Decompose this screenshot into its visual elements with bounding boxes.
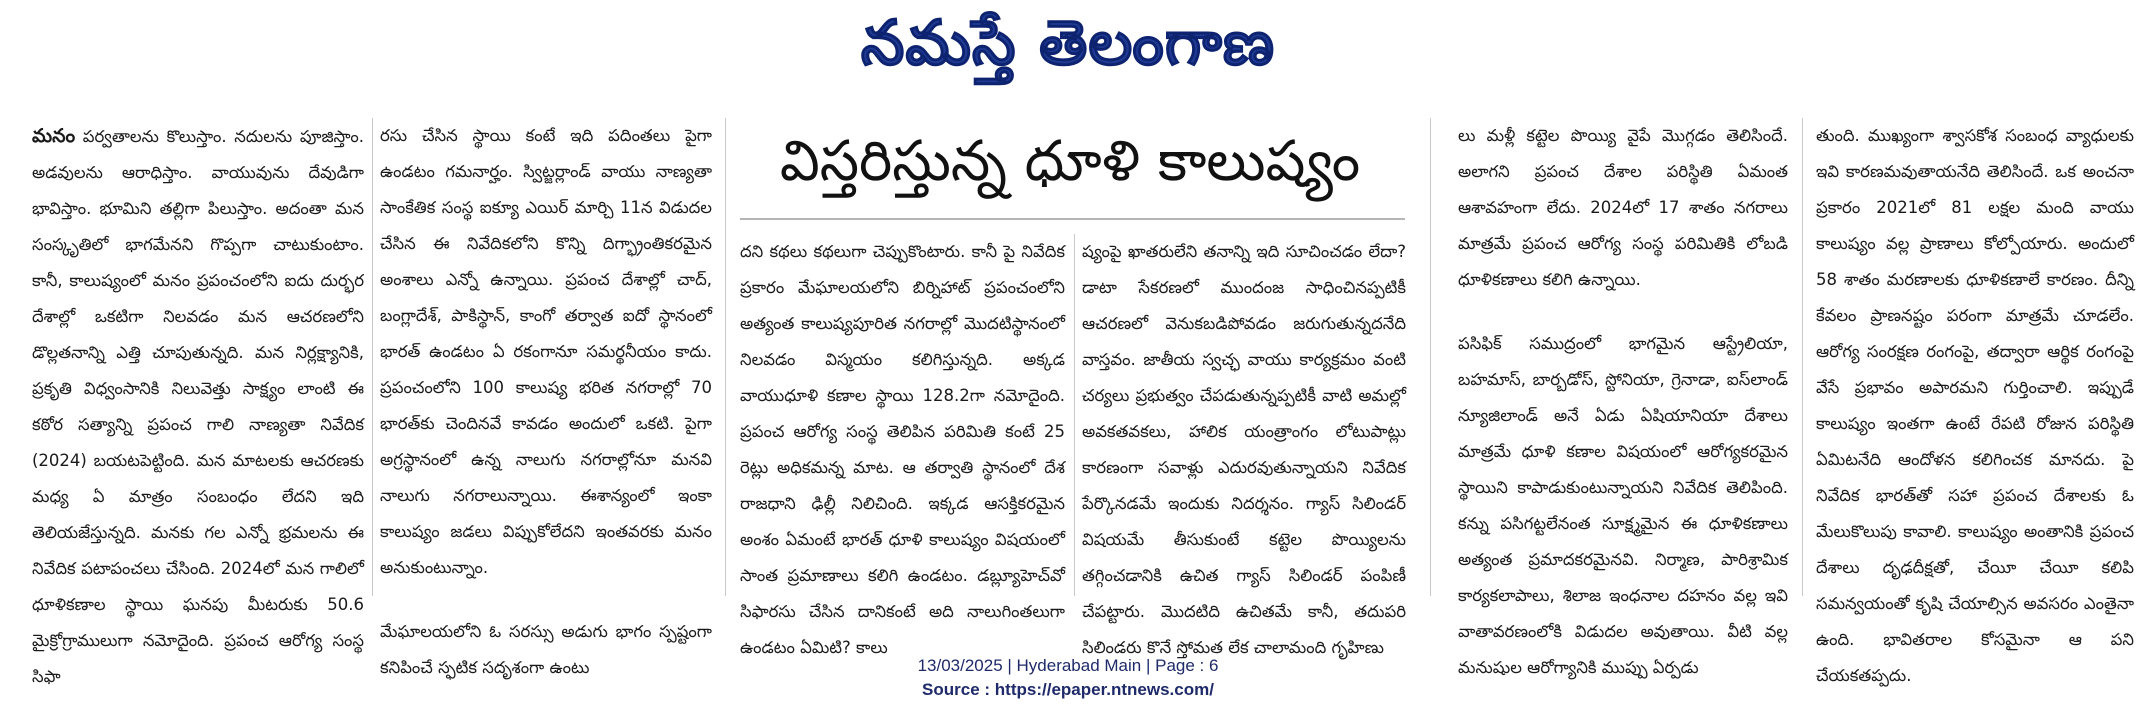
newspaper-logo: నమస్తే తెలంగాణ	[860, 6, 1276, 79]
column-2-paragraph-2: మేఘాలయలోని ఓ సరస్సు అడుగు భాగం స్పష్టంగా కనిపించే స్ఫటిక సదృశంగా ఉంటు	[380, 622, 712, 677]
column-divider	[1074, 234, 1075, 596]
article-column-4	[1082, 234, 1406, 657]
article-column-5	[1458, 118, 1788, 677]
column-5-paragraph-2: పసిఫిక్ సముద్రంలో భాగమైన ఆస్ట్రేలియా, బహమాస్, బార్బడోస్, స్టోనియా, గ్రెనాడా, ఐస్‌లాండ్ న్యూజిలాండ్ అనే ఏడు ఏషియానియా దేశాలు మాత్రమే ధూళి కణాల విషయంలో ఆరోగ్యకరమైన స్థాయిని కాపాడుకుంటున్నాయని నివేదిక తెలిపింది. కన్ను పసిగట్టలేనంత సూక్ష్మమైన ఈ ధూళికణాలు అత్యంత ప్రమాదకరమైనవి. నిర్మాణ, పారిశ్రామిక కార్యకలాపాలు, శిలాజ ఇంధనాల దహనం వల్ల ఇవి వాతావరణంలోకి విడుదల అవుతాయి. వీటి వల్ల మనుషుల ఆరోగ్యానికి ముప్పు ఏర్పడు	[1458, 334, 1788, 677]
column-3-text: దని కథలు కథలుగా చెప్పుకొంటారు. కానీ పై నివేదిక ప్రకారం మేఘాలయలోని బిర్నిహాట్ ప్రపంచంలోని అత్యంత కాలుష్యపూరిత నగరాల్లో మొదటిస్థానంలో నిలవడం విస్మయం కలిగిస్తున్నది. అక్కడ వాయుధూళి కణాల స్థాయి 128.2గా నమోదైంది. ప్రపంచ ఆరోగ్య సంస్థ తెలిపిన పరిమితి కంటే 25 రెట్లు అధికమన్న మాట. ఆ తర్వాతి స్థానంలో దేశ రాజధాని ఢిల్లీ నిలిచింది. ఇక్కడ ఆసక్తికరమైన అంశం ఏమంటే భారత్ ధూళి కాలుష్యం విషయంలో సాంత ప్రమాణాలు కలిగి ఉండటం. డబ్ల్యూహెచ్‌వో సిఫారసు చేసిన దానికంటే అది నాలుగింతలుగా ఉండటం ఏమిటి? కాలు	[740, 242, 1065, 657]
lead-word: మనం	[32, 125, 76, 147]
article-column-3	[740, 234, 1065, 657]
article-column-2	[380, 118, 712, 677]
article-paragraph	[32, 118, 364, 695]
article-column-1	[32, 118, 364, 686]
column-6-text: తుంది. ముఖ్యంగా శ్వాసకోశ సంబంధ వ్యాధులకు ఇవి కారణమవుతాయనేది తెలిసిందే. ఒక అంచనా ప్రకారం 2021లో 81 లక్షల మంది వాయు కాలుష్యం వల్ల ప్రాణాలు కోల్పోయారు. అందులో 58 శాతం మరణాలకు ధూళికణాలే కారణం. దీన్ని కేవలం ప్రాణనష్టం పరంగా మాత్రమే చూడలేం. ఆరోగ్య సంరక్షణ రంగంపై, తద్వారా ఆర్థిక రంగంపై వేసే ప్రభావం అపారమని గుర్తించాలి. ఇప్పుడే కాలుష్యం ఇంతగా ఉంటే రేపటి రోజున పరిస్థితి ఏమిటనేది ఆందోళన కలిగించక మానదు. పై నివేదిక భారత్‌తో సహా ప్రపంచ దేశాలకు ఓ మేలుకొలుపు కావాలి. కాలుష్యం అంతానికి ప్రపంచ దేశాలు దృఢదీక్షతో, చేయీ చేయీ కలిపి సమన్వయంతో కృషి చేయాల్సిన అవసరం ఎంతైనా ఉంది. భావితరాల కోసమైనా ఆ పని చేయకతప్పదు.	[1816, 126, 2134, 685]
article-column-6	[1816, 118, 2134, 685]
column-1-text: పర్వతాలను కొలుస్తాం. నదులను పూజిస్తాం. అడవులను ఆరాధిస్తాం. వాయువును దేవుడిగా భావిస్తాం. భూమిని తల్లిగా పిలుస్తాం. అదంతా మన సంస్కృతిలో భాగమేనని గొప్పగా చాటుకుంటాం. కానీ, కాలుష్యంలో మనం ప్రపంచంలోని ఐదు దుర్భర దేశాల్లో ఒకటిగా నిలవడం మన ఆచరణలోని డొల్లతనాన్ని ఎత్తి చూపుతున్నది. మన నిర్లక్ష్యానికి, ప్రకృతి విధ్వంసానికి నిలువెత్తు సాక్ష్యం లాంటి ఈ కఠోర సత్యాన్ని ప్రపంచ గాలి నాణ్యతా నివేదిక (2024) బయటపెట్టింది. మన మాటలకు ఆచరణకు మధ్య ఏ మాత్రం సంబంధం లేదని ఇది తెలియజేస్తున్నది. మనకు గల ఎన్నో భ్రమలను ఈ నివేదిక పటాపంచలు చేసింది. 2024లో మన గాలిలో ధూళికణాల స్థాయి ఘనపు మీటరుకు 50.6 మైక్రోగ్రాములుగా నమోదైంది. ప్రపంచ ఆరోగ్య సంస్థ సిఫా	[32, 127, 364, 686]
headline-underline	[740, 218, 1405, 220]
column-divider	[1802, 118, 1803, 596]
source-link[interactable]: Source : https://epaper.ntnews.com/	[922, 680, 1214, 699]
masthead	[0, 0, 2136, 100]
column-divider	[1430, 118, 1431, 596]
column-4-text: ష్యంపై ఖాతరులేని తనాన్ని ఇది సూచించడం లేదా? డాటా సేకరణలో ముందంజ సాధించినప్పటికీ ఆచరణలో వెనుకబడిపోవడం జరుగుతున్నదనేది వాస్తవం. జాతీయ స్వచ్ఛ వాయు కార్యక్రమం వంటి చర్యలు ప్రభుత్వం చేపడుతున్నప్పటికీ వాటి అమల్లో అవకతవకలు, హాలిక యంత్రాంగం లోటుపాట్లు కారణంగా సవాళ్లు ఎదురవుతున్నాయని నివేదిక పేర్కొనడమే ఇందుకు నిదర్శనం. గ్యాస్ సిలిండర్ విషయమే తీసుకుంటే కట్టెల పొయ్యిలను తగ్గించడానికి ఉచిత గ్యాస్ సిలిండర్ పంపిణీ చేపట్టారు. మొదటిది ఉచితమే కానీ, తదుపరి సిలిండరు కొనే స్తోమత లేక చాలామంది గృహిణు	[1082, 242, 1406, 657]
column-5-paragraph-1: లు మళ్లీ కట్టెల పొయ్యి వైపే మొగ్గడం తెలిసిందే. అలాగని ప్రపంచ దేశాల పరిస్థితి ఏమంత ఆశావహంగా లేదు. 2024లో 17 శాతం నగరాలు మాత్రమే ప్రపంచ ఆరోగ్య సంస్థ పరిమితికి లోబడి ధూళికణాలు కలిగి ఉన్నాయి.	[1458, 126, 1788, 289]
column-2-paragraph-1: రసు చేసిన స్థాయి కంటే ఇది పదింతలు పైగా ఉండటం గమనార్హం. స్విట్జర్లాండ్ వాయు నాణ్యతా సాంకేతిక సంస్థ ఐక్యూ ఎయిర్ మార్చి 11న విడుదల చేసిన ఈ నివేదికలోని కొన్ని దిగ్భ్రాంతికరమైన అంశాలు ఎన్నో ఉన్నాయి. ప్రపంచ దేశాల్లో చాద్, బంగ్లాదేశ్, పాకిస్థాన్, కాంగో తర్వాత ఐదో స్థానంలో భారత్ ఉండటం ఏ రకంగానూ సమర్థనీయం కాదు. ప్రపంచంలోని 100 కాలుష్య భరిత నగరాల్లో 70 భారత్‌కు చెందినవే కావడం అందులో ఒకటి. పైగా అగ్రస్థానంలో ఉన్న నాలుగు నగరాల్లోనూ మనవి నాలుగు నగరాలున్నాయి. ఈశాన్యంలో ఇంకా కాలుష్యం జడలు విప్పుకోలేదని ఇంతవరకు మనం అనుకుంటున్నాం.	[380, 126, 712, 577]
column-divider	[372, 118, 373, 596]
headline: విస్తరిస్తున్న ధూళి కాలుష్యం	[779, 128, 1361, 194]
edition-info: 13/03/2025 | Hyderabad Main | Page : 6	[917, 656, 1219, 675]
column-divider	[725, 118, 726, 596]
